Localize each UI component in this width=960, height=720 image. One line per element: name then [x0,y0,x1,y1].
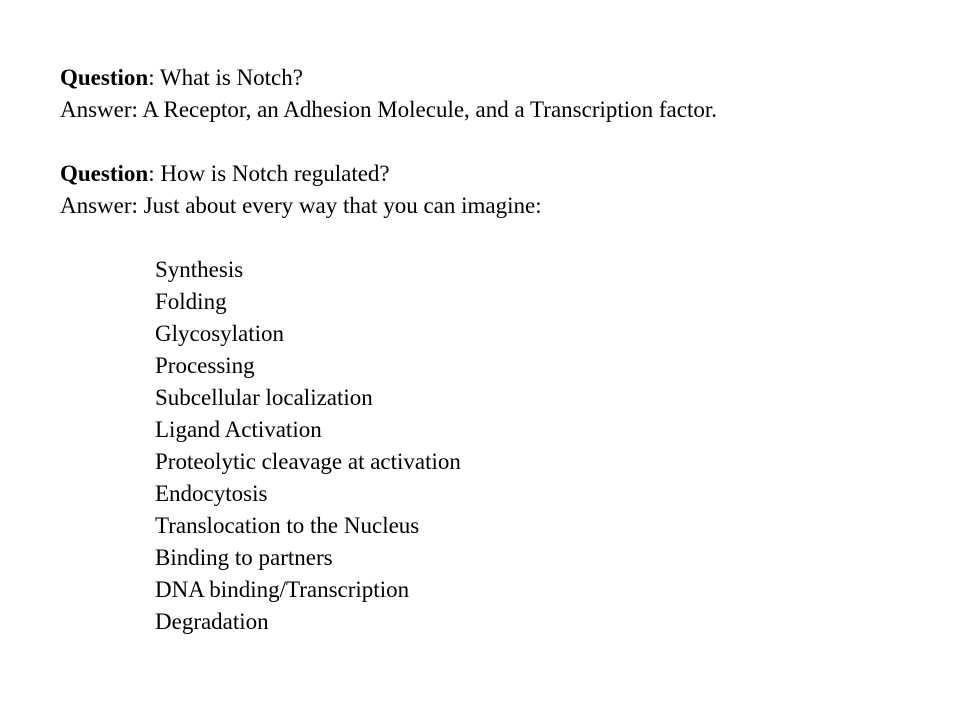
answer-1: Answer: A Receptor, an Adhesion Molecule, and a Transcription factor. [60,97,718,122]
answer-2: Answer: Just about every way that you can imagine: [60,193,542,218]
list-item: Processing [155,353,255,378]
list-item: Synthesis [155,257,244,282]
question-1-text: : What is Notch? [148,65,303,90]
question-2 [60,158,920,190]
spacer [60,222,920,254]
question-1-label: Question [60,65,149,90]
spacer [60,126,920,158]
question-1 [60,62,920,94]
regulation-list [60,254,920,638]
list-item: Degradation [155,609,269,634]
slide-content [60,62,920,638]
list-item: Ligand Activation [155,417,322,442]
list-item: Glycosylation [155,321,285,346]
list-item: DNA binding/Transcription [155,577,410,602]
list-item: Subcellular localization [155,385,373,410]
list-item: Proteolytic cleavage at activation [155,449,461,474]
list-item: Endocytosis [155,481,268,506]
list-item: Binding to partners [155,545,333,570]
list-item: Folding [155,289,227,314]
question-2-text: : How is Notch regulated? [148,161,390,186]
list-item: Translocation to the Nucleus [155,513,420,538]
question-2-label: Question [60,161,149,186]
